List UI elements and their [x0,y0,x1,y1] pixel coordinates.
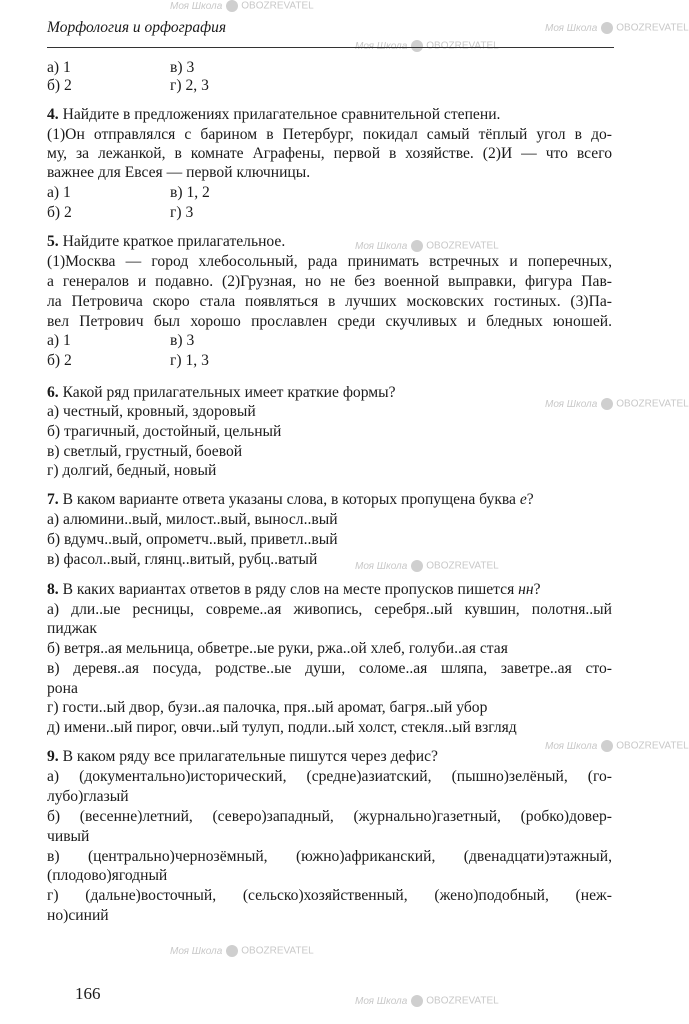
option: а) (документально)исторический, (средне)азиатский, (пышно)зелёный, (го- [47,768,612,785]
question-title: 8. В каких вариантах ответов в ряду слов на месте пропусков пишется нн? [47,581,541,598]
watermark: Моя Школа OBOZREVATEL [545,740,689,752]
option: пиджак [47,620,97,637]
watermark: Моя Школа OBOZREVATEL [545,22,689,34]
option: г) (дальне)восточный, (сельско)хозяйственный, (жено)подобный, (неж- [47,887,612,904]
option: в) фасол..вый, глянц..витый, рубц..ватый [47,551,318,568]
option: а) дли..ые ресницы, совреме..ая живопись, серебря..ый кувшин, полотня..ый [47,601,612,618]
watermark [355,40,499,52]
option: лубо)глазый [47,788,129,805]
watermark: Моя Школа OBOZREVATEL [355,995,499,1007]
watermark: Моя Школа OBOZREVATEL [355,240,499,252]
option: б) ветря..ая мельница, обветре..ые руки, ржа..ой хлеб, голуби..ая стая [47,640,508,657]
option: в) светлый, грустный, боевой [47,443,243,460]
option: г) гости..ый двор, бузи..ая палочка, пря..ый аромат, багря..ый убор [47,699,488,716]
answer-row: а) 1 в) 1, 2 [47,184,210,201]
question-title: 7. В каком варианте ответа указаны слова, в которых пропущена буква е? [47,491,534,508]
option: г) долгий, бедный, новый [47,462,217,479]
question-title: 5. Найдите краткое прилагательное. [47,233,286,250]
question-text: му, за лежанкой, в комнате Аграфены, первой в хозяйстве. (2)И — что всего [47,145,612,162]
option: б) вдумч..вый, опрометч..вый, приветл..вый [47,531,338,548]
option: в) деревя..ая посуда, родстве..ые души, соломе..ая шляпа, заветре..ая сто- [47,660,612,677]
option: б) трагичный, достойный, цельный [47,423,282,440]
option: а) алюмини..вый, милост..вый, выносл..вый [47,511,338,528]
option: а) честный, кровный, здоровый [47,403,256,420]
option: но)синий [47,907,109,924]
question-text: важнее для Евсея — первой ключницы. [47,164,311,181]
question-text: (1)Он отправлялся с барином в Петербург, покидал самый тёплый угол в до- [47,126,612,143]
page-number: 166 [75,984,101,1003]
option: в) (центрально)чернозёмный, (южно)африканский, (двенадцати)этажный, [47,848,612,865]
question-text: вел Петрович был хорошо прославлен среди скучливых и бледных юношей. [47,313,612,330]
watermark: Моя Школа OBOZREVATEL [545,398,689,410]
answer-row: б) 2 г) 3 [47,204,194,221]
answer-row: б) 2 г) 2, 3 [47,77,209,94]
running-header: Морфология и орфография [47,19,227,36]
answer-row: а) 1 в) 3 [47,332,195,349]
watermark: Моя Школа OBOZREVATEL [170,0,314,12]
answer-row: а) 1 в) 3 [47,59,195,76]
question-text: а генералов и подавно. (2)Грузная, но не без военной выправки, фигура Пав- [47,273,612,290]
option: б) (весенне)летний, (северо)западный, (журнально)газетный, (робко)довер- [47,808,612,825]
option: (плодово)ягодный [47,867,168,884]
question-text: ла Петровича скоро стала появляться в лучших московских гостиных. (3)Па- [47,293,612,310]
question-title: 9. В каком ряду все прилагательные пишутся через дефис? [47,748,438,765]
option: чивый [47,828,90,845]
answer-row: б) 2 г) 1, 3 [47,352,209,369]
watermark: Моя Школа OBOZREVATEL [355,560,499,572]
question-title: 4. Найдите в предложениях прилагательное сравнительной степени. [47,106,501,123]
option: д) имени..ый пирог, овчи..ый тулуп, подли..ый холст, стекля..ый взгляд [47,719,517,736]
question-text: (1)Москва — город хлебосольный, рада принимать встречных и поперечных, [47,253,612,270]
header-rule [47,47,614,48]
watermark: Моя Школа OBOZREVATEL [170,945,314,957]
option: рона [47,680,78,697]
question-title: 6. Какой ряд прилагательных имеет краткие формы? [47,384,396,401]
